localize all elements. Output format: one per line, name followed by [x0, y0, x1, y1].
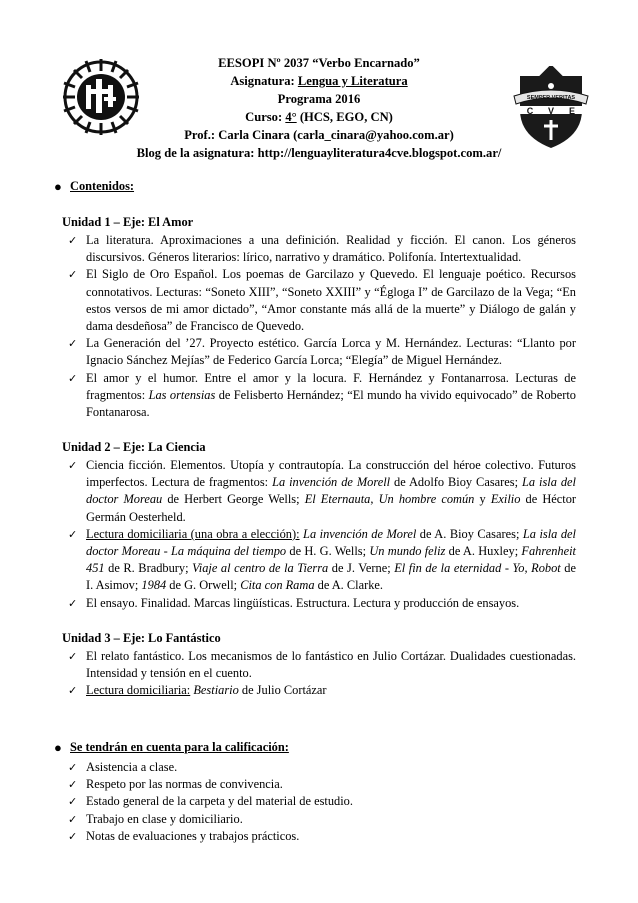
work-title: Un hombre común: [378, 492, 475, 507]
calificacion-title: Se tendrán en cuenta para la calificación:: [70, 740, 289, 754]
content-item: [62, 232, 576, 266]
content-item: [62, 526, 576, 595]
calificacion-item: [62, 776, 576, 793]
content-item: [62, 266, 576, 335]
work-title: Fahrenheit 451: [86, 544, 577, 576]
work-title: Un mundo feliz: [369, 544, 446, 559]
calificacion-item: [62, 811, 576, 828]
calificacion-heading: [54, 739, 289, 756]
work-title: El Eternauta: [304, 492, 371, 507]
work-title: Bestiario: [193, 683, 239, 698]
content-item: [62, 457, 576, 526]
work-title: El fin de la eternidad - Yo, Robot: [394, 561, 561, 576]
item-text: El Siglo de Oro Español. Los poemas de Garcilazo y Quevedo. El lenguaje poético. Recursos connotativos. Lecturas: “Soneto XIII”, “Soneto XXIII” y “Égloga I” de Garcilazo de la Vega; “En estos versos de mi amor dictado”, “Amor constante más allá de la muerte” y Diálogo de galán y dama desdeñosa” de Francisco de Quevedo.: [86, 267, 576, 334]
item-text: de Herbert George Wells;: [162, 492, 305, 507]
checkmark-icon: ✓: [68, 371, 78, 385]
item-text: La Generación del ’27. Proyecto estético. García Lorca y M. Hernández. Lecturas: “Llanto por Ignacio Sánchez Mejías” de Federico García Lorca; “Elegía” de Miguel Hernández.: [86, 336, 576, 368]
shield-letter-e: E: [568, 106, 576, 116]
checkmark-icon: ✓: [68, 268, 78, 282]
calificacion-item-text: Respeto por las normas de convivencia.: [86, 777, 283, 792]
subject-prefix: Asignatura:: [230, 74, 298, 88]
work-title: La isla del doctor Moreau: [86, 475, 576, 507]
checkmark-icon: ✓: [68, 527, 78, 541]
item-text: de J. Verne;: [328, 561, 395, 576]
checkmark-icon: ✓: [68, 234, 78, 247]
calificacion-item-text: Trabajo en clase y domiciliario.: [86, 811, 243, 826]
checkmark-icon: ✓: [68, 778, 78, 792]
calificacion-item-text: Estado general de la carpeta y del material de estudio.: [86, 794, 353, 809]
work-title: La invención de Morell: [272, 475, 391, 490]
shield-letter-v: V: [547, 106, 555, 116]
item-text: y: [474, 492, 491, 507]
checkmark-icon: ✓: [68, 337, 78, 351]
unit-2-items: [62, 457, 576, 612]
blog-line: Blog de la asignatura: http://lenguayliteratura4cve.blogspot.com.ar/: [136, 146, 502, 160]
unit-2-title: Unidad 2 – Eje: La Ciencia: [62, 440, 206, 454]
underlined-label: Lectura domiciliaria (una obra a elección):: [86, 526, 300, 541]
item-text: Ciencia ficción. Elementos. Utopía y contrautopía. La construcción del héroe colectivo. Futuros imperfectos. Lectura de fragmentos:: [86, 458, 576, 490]
item-text: La literatura. Aproximaciones a una definición. Realidad y ficción. El canon. Los géneros discursivos. Géneros literarios: lírico, narrativo y dramático. Polifonía. Intertextualidad.: [86, 233, 576, 265]
document-header: [0, 54, 638, 162]
checkmark-icon: ✓: [68, 829, 78, 843]
checkmark-icon: ✓: [68, 459, 78, 472]
shield-banner-text: SEMPER VERITAS: [526, 95, 576, 101]
course-line: [0, 108, 638, 126]
checkmark-icon: ✓: [68, 761, 78, 774]
contenidos-title: Contenidos:: [70, 179, 135, 193]
checkmark-icon: ✓: [68, 596, 78, 610]
school-name: EESOPI Nº 2037 “Verbo Encarnado”: [218, 56, 420, 70]
item-text: de H. G. Wells;: [286, 544, 370, 559]
calificacion-item: [62, 793, 576, 810]
calificacion-item: [62, 828, 576, 845]
bullet-dot: ●: [54, 179, 62, 194]
item-text: de Adolfo Bioy Casares;: [390, 475, 522, 490]
item-text: de R. Bradbury;: [104, 561, 193, 576]
item-text: El ensayo. Finalidad. Marcas lingüísticas. Estructura. Lectura y producción de ensayos.: [86, 595, 520, 610]
calificacion-item-text: Notas de evaluaciones y trabajos prácticos.: [86, 828, 300, 843]
item-text: ,: [370, 492, 379, 507]
item-text: de G. Orwell;: [166, 578, 241, 593]
professor-line: Prof.: Carla Cinara (carla_cinara@yahoo.com.ar): [184, 128, 454, 142]
shield-letter-c: C: [526, 106, 534, 116]
work-title: La invención de Morel: [303, 526, 417, 541]
course-suffix: (HCS, EGO, CN): [296, 110, 393, 124]
work-title: Las ortensias: [148, 387, 216, 402]
calificacion-item-text: Asistencia a clase.: [86, 760, 178, 774]
underlined-label: Lectura domiciliaria:: [86, 683, 191, 698]
checkmark-icon: ✓: [68, 684, 78, 698]
item-text: de Julio Cortázar: [238, 683, 327, 698]
item-text: de A. Clarke.: [314, 578, 384, 593]
item-text: de A. Huxley;: [445, 544, 522, 559]
unit-1-items: [62, 232, 576, 421]
content-item: [62, 370, 576, 422]
unit-3-title: Unidad 3 – Eje: Lo Fantástico: [62, 631, 221, 645]
unit-3-items: [62, 648, 576, 700]
content-item: [62, 682, 576, 699]
calificacion-items: [62, 759, 576, 845]
unit-1-title: Unidad 1 – Eje: El Amor: [62, 215, 194, 229]
content-item: [62, 595, 576, 612]
subject-name: Lengua y Literatura: [297, 74, 408, 88]
work-title: La isla del doctor Moreau - La máquina del tiempo: [86, 526, 577, 559]
course-prefix: Curso:: [245, 110, 286, 124]
calificacion-item: [62, 759, 576, 776]
program-year: Programa 2016: [277, 92, 361, 106]
work-title: Exilio: [490, 492, 521, 507]
subject-line: [0, 72, 638, 90]
item-text: de I. Asimov;: [86, 561, 576, 593]
content-item: [62, 648, 576, 682]
work-title: Cita con Rama: [240, 578, 315, 593]
checkmark-icon: ✓: [68, 650, 78, 663]
item-text: de Felisberto Hernández; “El mundo ha vivido equivocado” de Roberto Fontanarosa.: [86, 387, 576, 420]
checkmark-icon: ✓: [68, 812, 78, 826]
course-number: 4°: [285, 110, 297, 124]
work-title: Viaje al centro de la Tierra: [192, 561, 329, 576]
work-title: 1984: [141, 578, 167, 593]
content-item: [62, 335, 576, 369]
item-text: de Héctor Germán Oesterheld.: [86, 492, 577, 524]
item-text: El relato fantástico. Los mecanismos de lo fantástico en Julio Cortázar. Dualidades cuestionadas. Intensidad y tensión en el cuento.: [86, 649, 576, 681]
bullet-dot: ●: [54, 740, 62, 755]
item-text: de A. Bioy Casares;: [416, 526, 523, 541]
item-text: El amor y el humor. Entre el amor y la locura. F. Hernández y Fontanarrosa. Lecturas de fragmentos:: [86, 370, 576, 402]
contenidos-heading: [54, 178, 135, 195]
checkmark-icon: ✓: [68, 795, 78, 809]
